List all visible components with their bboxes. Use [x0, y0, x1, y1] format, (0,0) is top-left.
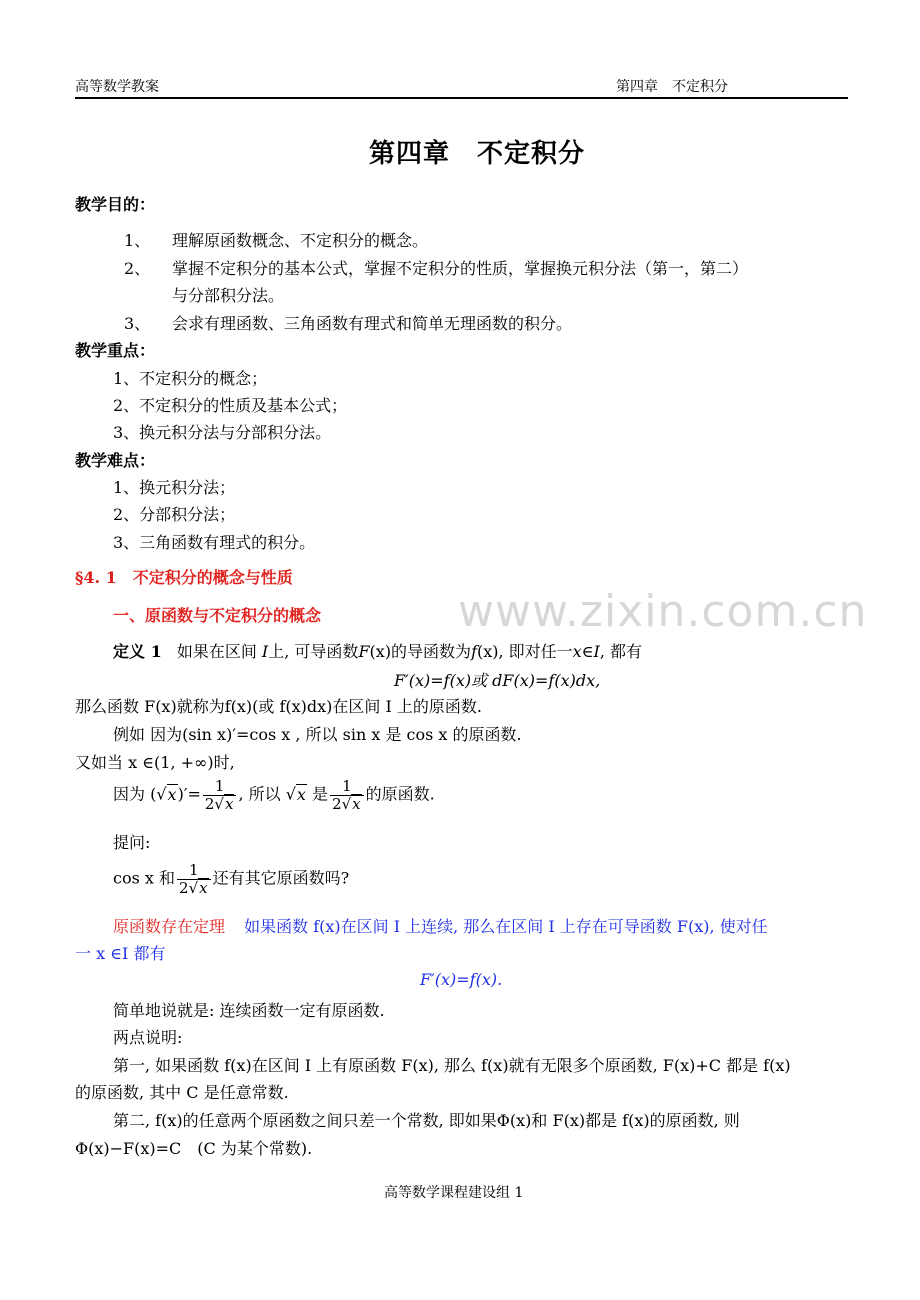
keypoint-2: 2、不定积分的性质及基本公式； — [113, 396, 348, 415]
question-line — [113, 862, 349, 896]
two-points-label: 两点说明: — [113, 1028, 183, 1047]
keypoints-heading: 教学重点： — [75, 341, 156, 360]
because-text: 因为 ( — [113, 784, 157, 804]
is-text: 是 — [312, 784, 329, 804]
def-interval-I: I — [261, 642, 269, 661]
objective-num-2: 2、 — [124, 259, 151, 278]
def-x-in-I: x∈I — [572, 642, 600, 661]
example-because-line — [113, 778, 435, 812]
objective-num-3: 3、 — [124, 314, 151, 333]
simply-line: 简单地说就是: 连续函数一定有原函数. — [113, 1001, 385, 1020]
theorem-formula: F′(x)=f(x). — [420, 970, 503, 989]
definition-formula: F′(x)=f(x)或 dF(x)=f(x)dx, — [394, 671, 601, 690]
objective-text-3: 会求有理函数、三角函数有理式和简单无理函数的积分。 — [172, 314, 573, 333]
objective-text-2b: 与分部积分法。 — [172, 286, 285, 305]
header-left: 高等数学教案 — [75, 79, 159, 95]
example-line-2: 又如当 x ∈(1, +∞)时, — [75, 753, 235, 772]
objectives-heading: 教学目的： — [75, 195, 156, 214]
def-text-2: 上, 可导函数 — [268, 642, 359, 661]
def-f: f — [471, 642, 477, 661]
question-label: 提问: — [113, 833, 151, 852]
definition-1-line — [113, 639, 642, 662]
example-line-1: 例如 因为(sin x)′=cos x , 所以 sin x 是 cos x 的原函数. — [113, 725, 522, 744]
theorem-body-2: 一 x ∈I 都有 — [75, 944, 166, 963]
theorem-name: 原函数存在定理 — [113, 917, 226, 936]
def-text-4: (x), 即对任一 — [476, 642, 573, 661]
theorem-line-1 — [113, 914, 768, 937]
primitive-text: 的原函数. — [365, 784, 435, 804]
objective-text-2: 掌握不定积分的基本公式，掌握不定积分的性质，掌握换元积分法（第一，第二） — [172, 259, 749, 278]
sqrt-x-2: √x — [285, 784, 306, 804]
fraction-3: $\frac{1}{2√x}$ — [177, 862, 211, 896]
difficulty-1: 1、换元积分法； — [113, 478, 236, 497]
def-F: F — [358, 642, 370, 661]
first-point-line-2: 的原函数, 其中 C 是任意常数. — [75, 1083, 289, 1102]
definition-label: 定义 1 — [113, 642, 162, 661]
objective-num-1: 1、 — [124, 231, 151, 250]
difficulty-3: 3、三角函数有理式的积分。 — [113, 533, 316, 552]
second-point-line-2: Φ(x)−F(x)=C (C 为某个常数). — [75, 1139, 313, 1158]
def-text-1: 如果在区间 — [176, 642, 257, 661]
def-text-5: , 都有 — [599, 642, 643, 661]
second-point-line-1: 第二, f(x)的任意两个原函数之间只差一个常数, 即如果Φ(x)和 F(x)都是 f(x)的原函数, 则 — [113, 1111, 740, 1130]
page-title: 第四章 不定积分 — [369, 139, 586, 169]
subsection-heading: 一、原函数与不定积分的概念 — [113, 606, 322, 625]
difficulties-heading: 教学难点： — [75, 451, 156, 470]
theorem-body-1: 如果函数 f(x)在区间 I 上连续, 那么在区间 I 上存在可导函数 F(x), 使对任 — [244, 917, 768, 936]
so-text: , 所以 — [238, 784, 281, 804]
section-heading: §4. 1 不定积分的概念与性质 — [75, 568, 293, 587]
fraction-2: $\frac{1}{2√x}$ — [330, 778, 364, 812]
derivative-prime: )′= — [177, 784, 201, 804]
sqrt-x-1: √x — [156, 784, 177, 804]
first-point-line-1: 第一, 如果函数 f(x)在区间 I 上有原函数 F(x), 那么 f(x)就有无限多个原函数, F(x)+C 都是 f(x) — [113, 1056, 791, 1075]
page-footer: 高等数学课程建设组 1 — [384, 1185, 524, 1201]
def-text-3: (x)的导函数为 — [369, 642, 472, 661]
keypoint-3: 3、换元积分法与分部积分法。 — [113, 423, 332, 442]
question-cos: cos x — [113, 868, 154, 888]
header-right: 第四章 不定积分 — [616, 79, 728, 95]
difficulty-2: 2、分部积分法； — [113, 505, 236, 524]
question-rest: 还有其它原函数吗? — [212, 868, 350, 888]
header-rule — [75, 97, 848, 99]
question-and: 和 — [159, 868, 176, 888]
definition-continuation: 那么函数 F(x)就称为f(x)(或 f(x)dx)在区间 I 上的原函数. — [75, 697, 482, 716]
fraction-1: $\frac{1}{2√x}$ — [203, 778, 237, 812]
objective-text-1: 理解原函数概念、不定积分的概念。 — [172, 231, 429, 250]
watermark: www.zixin.com.cn — [458, 586, 868, 637]
keypoint-1: 1、不定积分的概念； — [113, 369, 268, 388]
